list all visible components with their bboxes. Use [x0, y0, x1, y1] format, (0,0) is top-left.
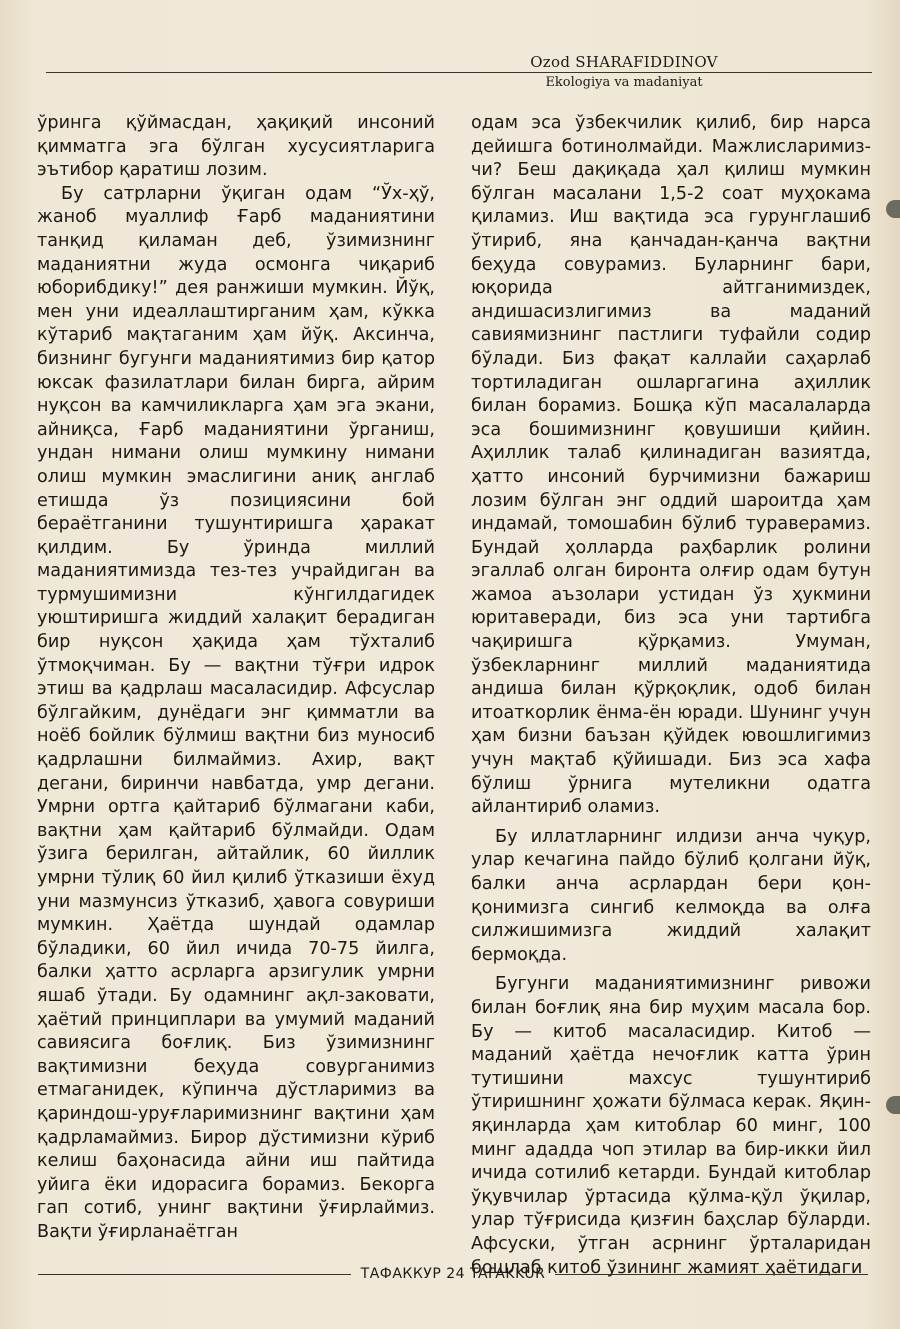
binder-hole — [886, 200, 900, 218]
page-footer — [38, 1264, 868, 1284]
footer-title: ТАФАККУР 24 TAFAKKUR — [360, 1266, 546, 1282]
author-name: Ozod SHARAFIDDINOV — [530, 53, 718, 71]
paragraph: Бу иллатларнинг илдизи анча чуқур, улар кечагина пайдо бўлиб қолгани йўқ, балки анча асрлардан бери қон-қонимизга сингиб келмоқда ва олға силжишимизга жиддий халақит бермоқда. — [471, 826, 871, 965]
running-header — [46, 52, 872, 93]
binder-hole — [886, 1096, 900, 1114]
right-column — [471, 112, 871, 1280]
paragraph: Бу сатрларни ўқиган одам “Ўх-ҳў, жаноб муаллиф Ғарб маданиятини танқид қиламан деб, ўзимизнинг маданиятни жуда осмонга чиқариб юборибдику!” дея ранжиши мумкин. Йўқ, мен уни идеаллаштирганим ҳам, кўкка кўтариб мақтаганим ҳам йўқ. Аксинча, бизнинг бугунги маданиятимиз бир қатор юксак фазилатлари билан бирга, айрим нуқсон ва камчиликларга ҳам эга экани, айниқса, Ғарб маданиятини ўрганиш, ундан нимани олиш мумкину нимани олиш мумкин эмаслигини аниқ англаб етишда ўз позициясини бой бераётганини тушунтиришга ҳаракат қилдим. Бу ўринда миллий маданиятимизда тез-тез учрайдиган ва турмушимизни кўнгилдагидек уюштиришга жиддий халақит берадиган бир нуқсон ҳақида ҳам тўхталиб ўтмоқчиман. Бу — вақтни тўғри идрок этиш ва қадрлаш масаласидир. Афсуслар бўлгайким, дунёдаги энг қимматли ва ноёб бойлик бўлмиш вақтни биз муносиб қадрлашни билмаймиз. Ахир, вақт дегани, биринчи навбатда, умр дегани. Умрни ортга қайтариб бўлмагани каби, вақтни ҳам қайтариб бўлмайди. Одам ўзига берилган, айтайлик, 60 йиллик умрни тўлиқ 60 йил қилиб ўтказиши ёхуд уни мазмунсиз ўтказиб, ҳавога совуриши мумкин. Ҳаётда шундай одамлар бўладики, 60 йил ичида 70-75 йилга, балки ҳатто асрларга арзигулик умрни яшаб ўтади. Бу одамнинг ақл-заковати, ҳаётий принциплари ва умумий маданий савиясига боғлиқ. Биз ўзимизнинг вақтимизни беҳуда совурганимиз етмаганидек, кўпинча дўстларимиз ва қариндош-уруғларимизнинг вақтини ҳам қадрламаймиз. Бирор дўстимизни кўриб келиш баҳонасида айни иш пайтида уйига ёки идорасига борамиз. Бекорга гап сотиб, унинг вақтини ўғирлаймиз. Вақти ўғирланаётган — [37, 183, 435, 1242]
footer-rule-right — [555, 1274, 868, 1275]
paragraph: Бугунги маданиятимизнинг ривожи билан боғлиқ яна бир муҳим масала бор. Бу — китоб масаласидир. Китоб — маданий ҳаётда нечоғлик катта ўрин тутишини махсус тушунтириб ўтиришнинг ҳожати бўлмаса керак. Яқин-яқинларда ҳам китоблар 60 минг, 100 минг ададда чоп этилар ва бир-икки йил ичида сотилиб кетарди. Бундай китоблар ўқувчилар ўртасида қўлма-қўл ўқилар, улар тўғрисида қизғин баҳслар бўларди. Афсуски, ўтган асрнинг ўрталаридан бошлаб китоб ўзининг жамият ҳаётидаги — [471, 974, 871, 1278]
footer-rule-left — [38, 1274, 351, 1275]
paragraph: ўринга қўймасдан, ҳақиқий инсоний қимматга эга бўлган хусусиятларига эътибор қаратиш лозим. — [37, 113, 435, 181]
paragraph: одам эса ўзбекчилик қилиб, бир нарса дейишга ботинолмайди. Мажлисларимиз-чи? Беш дақиқада ҳал қилиш мумкин бўлган масалани 1,5-2 соат муҳокама қиламиз. Иш вақтида эса гурунглашиб ўтириб, яна қанчадан-қанча вақтни беҳуда совурамиз. Буларнинг бари, юқорида айтганимиздек, андишасизлигимиз ва маданий савиямизнинг пастлиги туфайли содир бўлади. Биз фақат каллайи саҳарлаб тортиладиган ошларгагина аҳиллик билан борамиз. Бошқа кўп масалаларда эса бошимизнинг қовушиши қийин. Аҳиллик талаб қилинадиган вазиятда, ҳатто инсоний бурчимизни бажариш лозим бўлган энг оддий шароитда ҳам индамай, томошабин бўлиб тураверамиз. Бундай ҳолларда раҳбарлик ролини эгаллаб олган биронта олғир одам бутун жамоа аъзолари устидан ўз ҳукмини юритаверади, биз эса уни тартибга чақиришга қўрқамиз. Умуман, ўзбекларнинг миллий маданиятида андиша билан қўрқоқлик, одоб билан итоаткорлик ёнма-ён юради. Шунинг учун ҳам бизни баъзан қўйдек ювошлигимиз учун мақтаб қўйишади. Биз эса хафа бўлиш ўрнига мутеликни одатга айлантириб оламиз. — [471, 113, 871, 818]
left-column — [37, 112, 435, 1245]
section-subtitle: Ekologiya va madaniyat — [545, 75, 703, 90]
